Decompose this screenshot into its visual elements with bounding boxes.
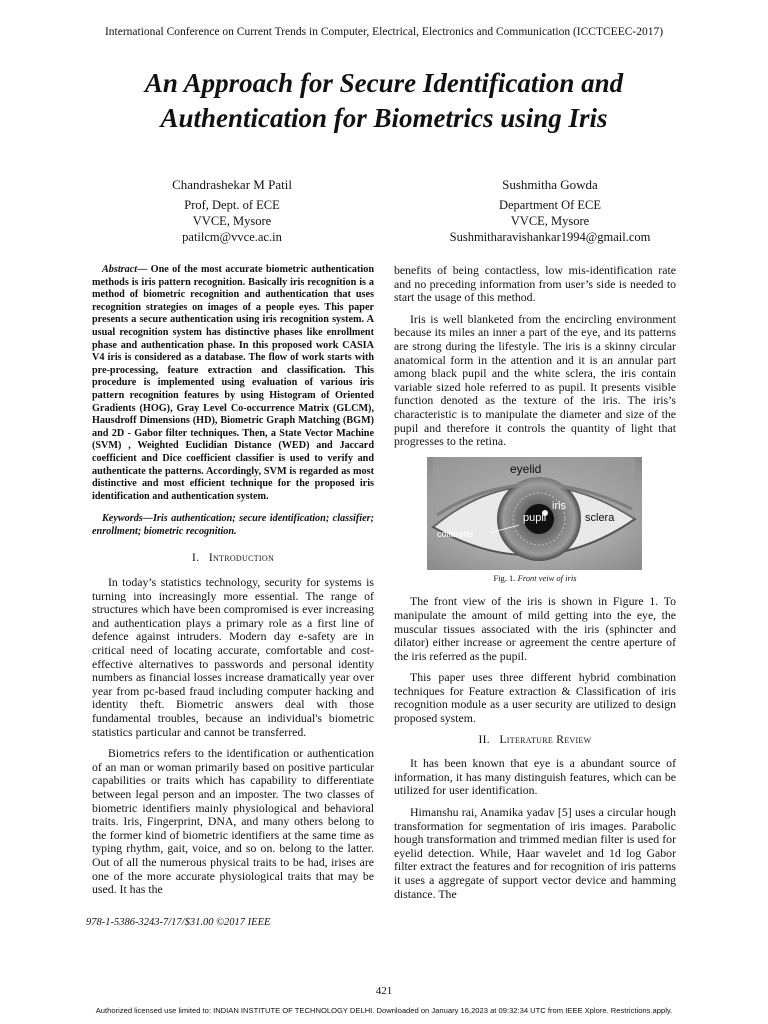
paragraph: Iris is well blanketed from the encircling environment because its miles an inner a part of the eye, and its patterns are strong during the lifestyle. The iris is a skinny circular anatomical form in the attention and it is an annular part among black pupil and the white sclera, the iris contain variable sized hole referred to as pupil. It presents visible function denoted as the texture of the iris. The iris’s characteristic is to manipulate the diameter and size of the pupil and therefore it controls the quantity of light that progresses to the retina.: [394, 311, 676, 449]
paper-title: [60, 66, 708, 136]
caption-prefix: Fig. 1.: [493, 572, 516, 583]
paragraph: In today’s statistics technology, security for systems is turning into increasingly more essential. The range of structures which have been compromised is ever increasing and authentication plays a primary role as a first line of defence against intruders. Modern day e-safety are in critical need of locating accurate, comfortable and cost-effective alternatives to passwords and personal identity numbers as financial losses increase dramatically year over year from pc-based fraud including computer hacking and identity theft. Biometric answers deal with those fundamental troubles, because an individual's biometric statistics particular and cannot be transferred.: [92, 575, 374, 739]
author-name: Sushmitha Gowda: [502, 177, 598, 192]
author-institution: VVCE, Mysore: [192, 214, 272, 228]
author-institution: VVCE, Mysore: [510, 214, 590, 228]
abstract: [92, 264, 374, 503]
section-heading-literature-review: [394, 734, 676, 748]
section-title: Introduction: [208, 552, 275, 565]
section-title: Literature Review: [499, 733, 592, 746]
author-name: Chandrashekar M Patil: [172, 177, 292, 192]
iris-label: iris: [552, 499, 567, 512]
author-department: Department Of ECE: [498, 198, 602, 212]
page-number: 421: [375, 985, 393, 997]
collarette-label: collarette: [437, 528, 474, 539]
paragraph: benefits of being contactless, low mis-identification rate and no preceding information from user’s side is needed to start the usage of this method.: [394, 263, 676, 305]
sclera-label: sclera: [585, 511, 615, 524]
section-numeral: II.: [478, 733, 490, 746]
iris-eye-figure: [427, 457, 642, 570]
section-numeral: I.: [191, 552, 200, 565]
paragraph: It has been known that eye is a abundant source of information, it has many distinguish features, which can be utilized for user identification.: [394, 756, 676, 798]
author-email: Sushmitharavishankar1994@gmail.com: [449, 230, 651, 244]
left-column: [92, 264, 374, 905]
right-column: [394, 264, 676, 909]
author-block-2: [400, 177, 700, 245]
paragraph: The front view of the iris is shown in Figure 1. To manipulate the amount of mild getting into the eye, the muscular tissues associated with the iris (sphincter and dilator) either increase or agreement the centre aperture of the iris referred as the pupil.: [394, 594, 676, 663]
abstract-text: One of the most accurate biometric authentication methods is iris pattern recognition. Basically iris recognition is a method of biometric recognition and authentication that uses recognition strategies on images of a people eyes. This paper presents a secure authentication using iris recognition system. A usual recognition system has distinctive phases like enrollment phase and authentication phase. In this proposed work CASIA V4 iris is considered as a database. The flow of work starts with pre-processing, feature extraction and classification. This procedure is implemented using evaluation of various iris pattern recognition features by using Histogram of Oriented Gradients (HOG), Gray Level Co-occurrence Matrix (GLCM), Hausdroff Dimensions (HD), Biometric Graph Matching (BGM) and 2D - Gabor filter techniques. Then, a State Vector Machine (SVM) , Weighted Euclidian Distance (WED) and Jaccard coefficient and Dice coefficient classifier is used to verify and authenticate the patterns. Accordingly, SVM is regarded as most distinctive and most efficient technique for the proposed iris identification and authentication system.: [92, 264, 374, 502]
abstract-lead: Abstract—: [102, 264, 148, 275]
author-email: patilcm@vvce.ac.in: [182, 230, 282, 244]
eyelid-label: eyelid: [510, 461, 542, 476]
caption-text: Front veiw of iris: [517, 572, 577, 583]
paragraph: This paper uses three different hybrid combination techniques for Feature extraction & Classification of iris recognition module as a user security are utilized to design proposed system.: [394, 670, 676, 726]
paragraph: Biometrics refers to the identification or authentication of an man or woman primarily based on positive particular capabilities or traits which has capability to differentiate between legal person and an imposter. The two classes of biometric identifiers mainly physiological and behavioral traits. Iris, Fingerprint, DNA, and many others belong to the former kind of biometric identifiers at the same time as typing rhythm, gait, voice, and so on. belong to the latter. Out of all the numerous physical traits to be had, irises are one of the more accurate physiological traits that may be used. It has the: [92, 746, 374, 897]
license-footer: Authorized licensed use limited to: INDIAN INSTITUTE OF TECHNOLOGY DELHI. Downloaded on January 16,2023 at 09:32:34 UTC from IEEE Xplore. Restrictions apply.: [95, 1006, 673, 1015]
pupil-label: pupil: [523, 511, 547, 524]
title-line-1: An Approach for Secure Identification and: [144, 68, 624, 98]
section-heading-introduction: [92, 552, 374, 566]
author-department: Prof, Dept. of ECE: [184, 198, 280, 212]
title-line-2: Authentication for Biometrics using Iris: [160, 103, 608, 133]
paragraph: Himanshu rai, Anamika yadav [5] uses a circular hough transformation for segmentation of iris images. Parabolic hough transformation and trimmed median filter is used for eyelid detection. While, Haar wavelet and 1d log Gabor filter extract the features and for recognition of iris patterns it uses a aggregate of support vector device and hamming distance. The: [394, 805, 676, 901]
conference-header: International Conference on Current Trends in Computer, Electrical, Electronics and Communication (ICCTCEEC-2017): [104, 26, 664, 38]
keywords: Keywords—Iris authentication; secure identification; classifier; enrollment; biometric recognition.: [92, 513, 374, 537]
author-block-1: [82, 177, 382, 245]
copyright-notice: 978-1-5386-3243-7/17/$31.00 ©2017 IEEE: [86, 917, 271, 928]
figure-caption: [394, 572, 676, 586]
